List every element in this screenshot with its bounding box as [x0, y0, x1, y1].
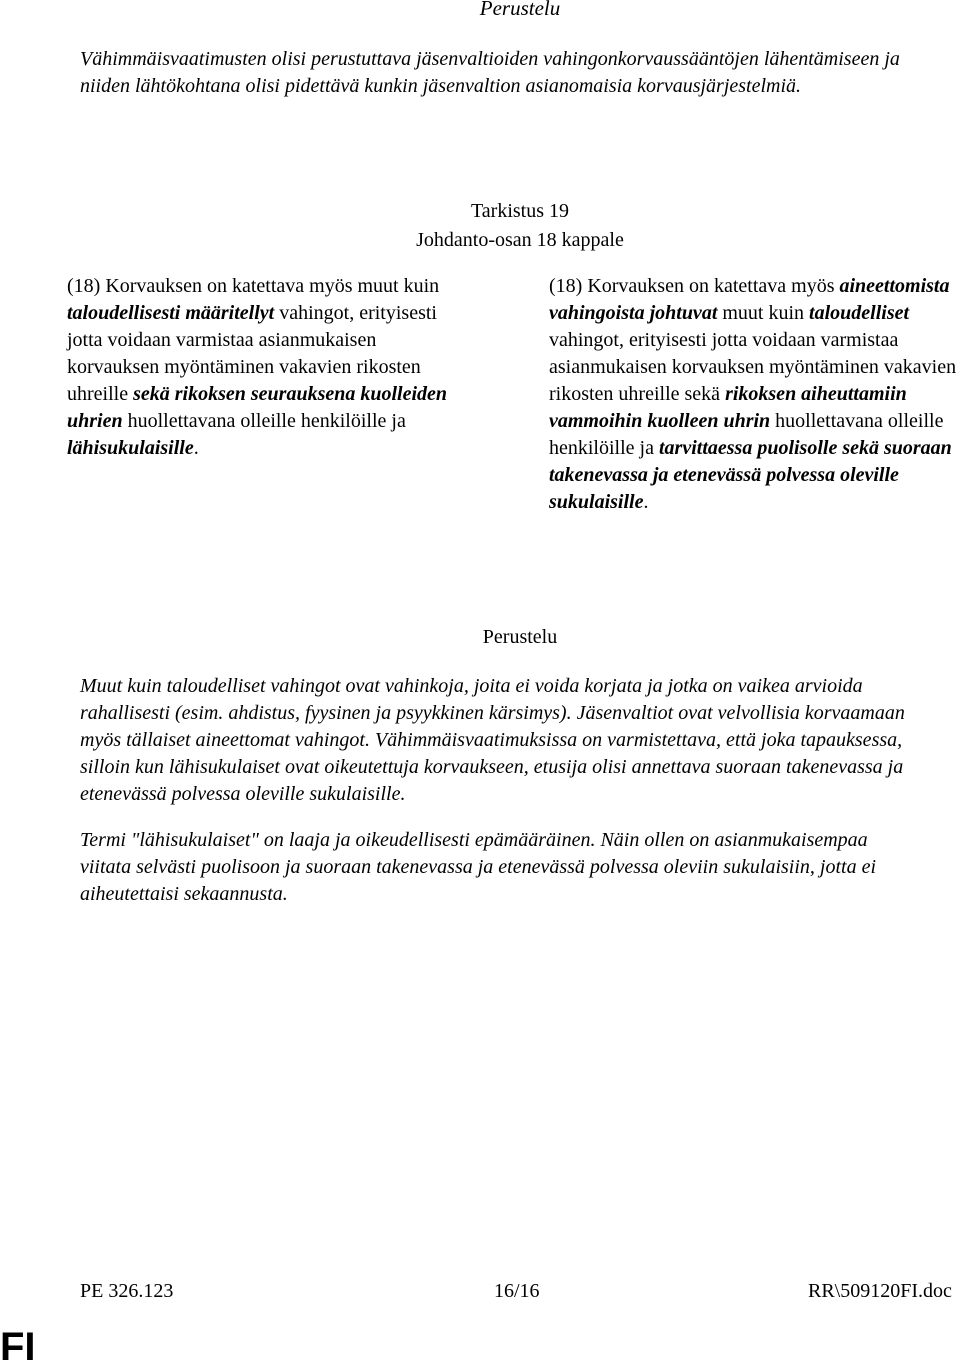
original-text-emphasis: sekä rikoksen seurauksena kuolleiden uhrien — [67, 383, 448, 432]
original-text-emphasis: taloudellisesti määritellyt — [67, 302, 275, 324]
original-text-emphasis: lähisukulaisille — [67, 437, 194, 459]
footer-page-number: 16/16 — [494, 1280, 540, 1302]
footer-doc-ref: PE 326.123 — [80, 1280, 174, 1302]
amended-text-part: muut kuin — [717, 302, 810, 324]
amended-text-emphasis: rikoksen aiheuttamiin vammoihin kuolleen uhrin — [549, 383, 907, 432]
amendment-subtitle: Johdanto-osan 18 kappale — [416, 229, 624, 251]
language-code: FI — [0, 1325, 36, 1369]
original-text-column — [67, 273, 467, 462]
amended-text-part: vahingot, erityisesti jotta voidaan varmistaa asianmukaisen korvauksen myöntäminen vakavien rikosten uhreille sekä — [549, 329, 957, 405]
top-paragraph: Vähimmäisvaatimusten olisi perustuttava jäsenvaltioiden vahingonkorvaussääntöjen lähentämiseen ja niiden lähtökohtana olisi pidettävä kunkin jäsenvaltion asianomaisia korvausjärjestelmiä. — [80, 48, 900, 97]
original-text-part: (18) Korvauksen on katettava myös muut kuin — [67, 275, 440, 297]
original-text-part: vahingot, erityisesti jotta voidaan varmistaa asianmukaisen korvauksen myöntäminen vakavien rikosten uhreille — [67, 302, 437, 405]
amended-text-emphasis: taloudelliset — [809, 302, 910, 324]
amendment-title: Tarkistus 19 — [470, 200, 570, 222]
amended-text-part: huollettavana olleille henkilöille ja — [549, 410, 944, 459]
amended-text-column — [549, 273, 959, 516]
amended-text-part: (18) Korvauksen on katettava myös — [549, 275, 840, 297]
amended-text — [549, 273, 959, 516]
justification-heading: Perustelu — [482, 626, 558, 648]
justification-paragraph-2: Termi "lähisukulaiset" on laaja ja oikeudellisesti epämääräinen. Näin ollen on asianmukaisempaa viitata selvästi puolisoon ja suoraan takenevassa ja etenevässä polvessa oleviin sukulaisiin, jotta ei aiheutettaisi sekaannusta. — [80, 829, 877, 905]
amended-text-emphasis: tarvittaessa puolisolle sekä suoraan takenevassa ja etenevässä polvessa oleville sukulaisille — [549, 437, 952, 513]
original-text-part: huollettavana olleille henkilöille ja — [122, 410, 406, 432]
original-text-part: . — [193, 437, 199, 459]
amended-text-part: . — [643, 491, 649, 513]
original-text — [67, 273, 467, 462]
footer-file-name: RR\509120FI.doc — [808, 1280, 952, 1302]
top-heading: Perustelu — [479, 0, 561, 20]
amended-text-emphasis: aineettomista vahingoista johtuvat — [549, 275, 950, 324]
justification-paragraph-1: Muut kuin taloudelliset vahingot ovat vahinkoja, joita ei voida korjata ja jotka on vaikea arvioida rahallisesti (esim. ahdistus, fyysinen ja psyykkinen kärsimys). Jäsenvaltiot ovat velvollisia korvaamaan myös tällaiset aineettomat vahingot. Vähimmäisvaatimuksissa on varmistettava, että joka tapauksessa, silloin kun lähisukulaiset ovat oikeutettuja korvaukseen, etusija olisi annettava suoraan takenevassa ja etenevässä polvessa oleville sukulaisille. — [80, 675, 905, 805]
